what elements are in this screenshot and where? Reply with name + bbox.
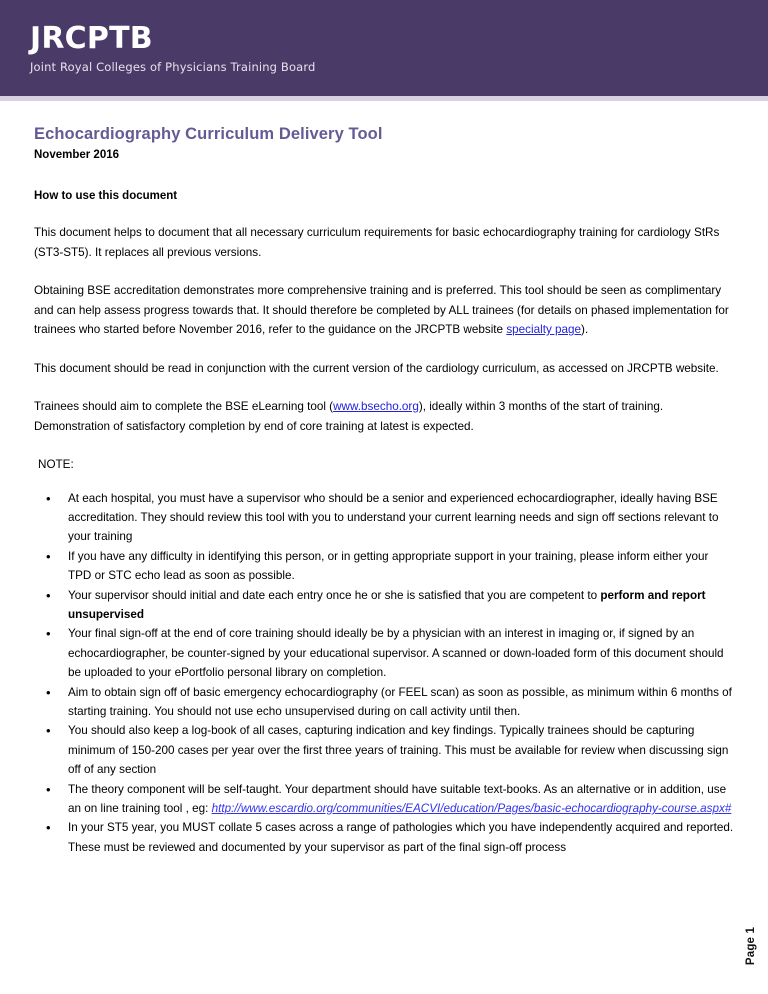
- document-body: [34, 124, 734, 857]
- bullet-icon: •: [46, 684, 51, 700]
- list-item-text: The theory component will be self-taught. Your department should have suitable text-books. As an alternative or in addition, use an on line training tool , eg:: [68, 782, 727, 815]
- paragraph-intro-text: This document helps to document that all necessary curriculum requirements for basic echocardiography training for cardiology StRs (ST3-ST5). It replaces all previous versions.: [34, 226, 720, 259]
- list-item-text: Your supervisor should initial and date each entry once he or she is satisfied that you are competent to: [68, 588, 601, 602]
- list-item-text: You should also keep a log-book of all cases, capturing indication and key findings. Typically trainees should be capturing minimum of 150-200 cases per year over the first three years of training. This must be available for review when discussing sign off of any section: [68, 724, 729, 777]
- list-item: [43, 721, 734, 779]
- paragraph-conjunction: [34, 359, 734, 379]
- notes-bullet-list: [34, 489, 734, 858]
- paragraph-accreditation-tail: ).: [581, 323, 589, 336]
- header-underline-rule: [0, 96, 768, 101]
- page-number: [734, 906, 757, 976]
- list-item: [43, 624, 734, 682]
- list-item-text: In your ST5 year, you MUST collate 5 cases across a range of pathologies which you have independently acquired and reported. These must be reviewed and documented by your supervisor as part of the final sign-off process: [68, 821, 734, 854]
- list-item-text: At each hospital, you must have a supervisor who should be a senior and experienced echocardiographer, ideally having BSE accreditation. They should review this tool with you to understand your current learning needs and sign off sections relevant to your training: [68, 491, 719, 544]
- logo-subtitle: Joint Royal Colleges of Physicians Training Board: [30, 60, 316, 74]
- paragraph-elearning-tail: ), ideally within 3 months of the start of training. Demonstration of satisfactory completion by end of core training at latest is expected.: [34, 400, 664, 433]
- bullet-icon: •: [46, 820, 51, 836]
- bsecho-link[interactable]: www.bsecho.org: [333, 400, 419, 413]
- bullet-icon: •: [46, 781, 51, 797]
- jrcptb-logo: [30, 22, 315, 75]
- list-item: [43, 586, 734, 625]
- bullet-icon: •: [46, 626, 51, 642]
- escardio-course-link[interactable]: http://www.escardio.org/communities/EACVI/education/Pages/basic-echocardiography-course.aspx#: [211, 802, 732, 815]
- bullet-icon: •: [46, 587, 51, 603]
- paragraph-conjunction-text: This document should be read in conjunction with the current version of the cardiology curriculum, as accessed on JRCPTB website.: [34, 361, 719, 375]
- list-item: [43, 780, 734, 819]
- list-item-text: Aim to obtain sign off of basic emergency echocardiography (or FEEL scan) as soon as possible, as minimum within 6 months of starting training. You should not use echo unsupervised during on call activity until then.: [68, 685, 732, 718]
- page-number-label: Page 1: [744, 926, 757, 966]
- list-item-text: If you have any difficulty in identifying this person, or in getting appropriate support in your training, please inform either your TPD or STC echo lead as soon as possible.: [68, 549, 709, 583]
- list-item: [43, 818, 734, 857]
- bullet-icon: •: [46, 548, 51, 564]
- note-label: NOTE:: [38, 458, 74, 471]
- specialty-page-link[interactable]: specialty page: [506, 323, 582, 336]
- document-date: November 2016: [34, 149, 120, 161]
- page-title: Echocardiography Curriculum Delivery Tool: [34, 125, 383, 143]
- list-item-text: Your final sign-off at the end of core training should ideally be by a physician with an interest in imaging or, if signed by an echocardiographer, be counter-signed by your educational supervisor. A scanned or down-loaded form of this document should be uploaded to your ePortfolio personal library on completion.: [68, 627, 724, 680]
- paragraph-accreditation: [34, 281, 734, 340]
- paragraph-elearning-text: Trainees should aim to complete the BSE eLearning tool (: [34, 400, 334, 413]
- logo-wordmark: JRCPTB: [30, 21, 153, 56]
- paragraph-intro: [34, 223, 734, 262]
- list-item: [43, 547, 734, 586]
- list-item: [43, 489, 734, 547]
- bullet-icon: •: [46, 723, 51, 739]
- section-heading-how-to-use: How to use this document: [34, 190, 178, 202]
- paragraph-elearning: [34, 397, 734, 436]
- list-item-emphasis: perform and report unsupervised: [68, 588, 706, 621]
- bullet-icon: •: [46, 490, 51, 506]
- list-item: [43, 683, 734, 722]
- paragraph-accreditation-text: Obtaining BSE accreditation demonstrates more comprehensive training and is preferred. This tool should be seen as complimentary and can help assess progress towards that. It should therefore be completed by ALL trainees (for details on phased implementation for trainees who started before November 2016, refer to the guidance on the JRCPTB website: [34, 284, 729, 336]
